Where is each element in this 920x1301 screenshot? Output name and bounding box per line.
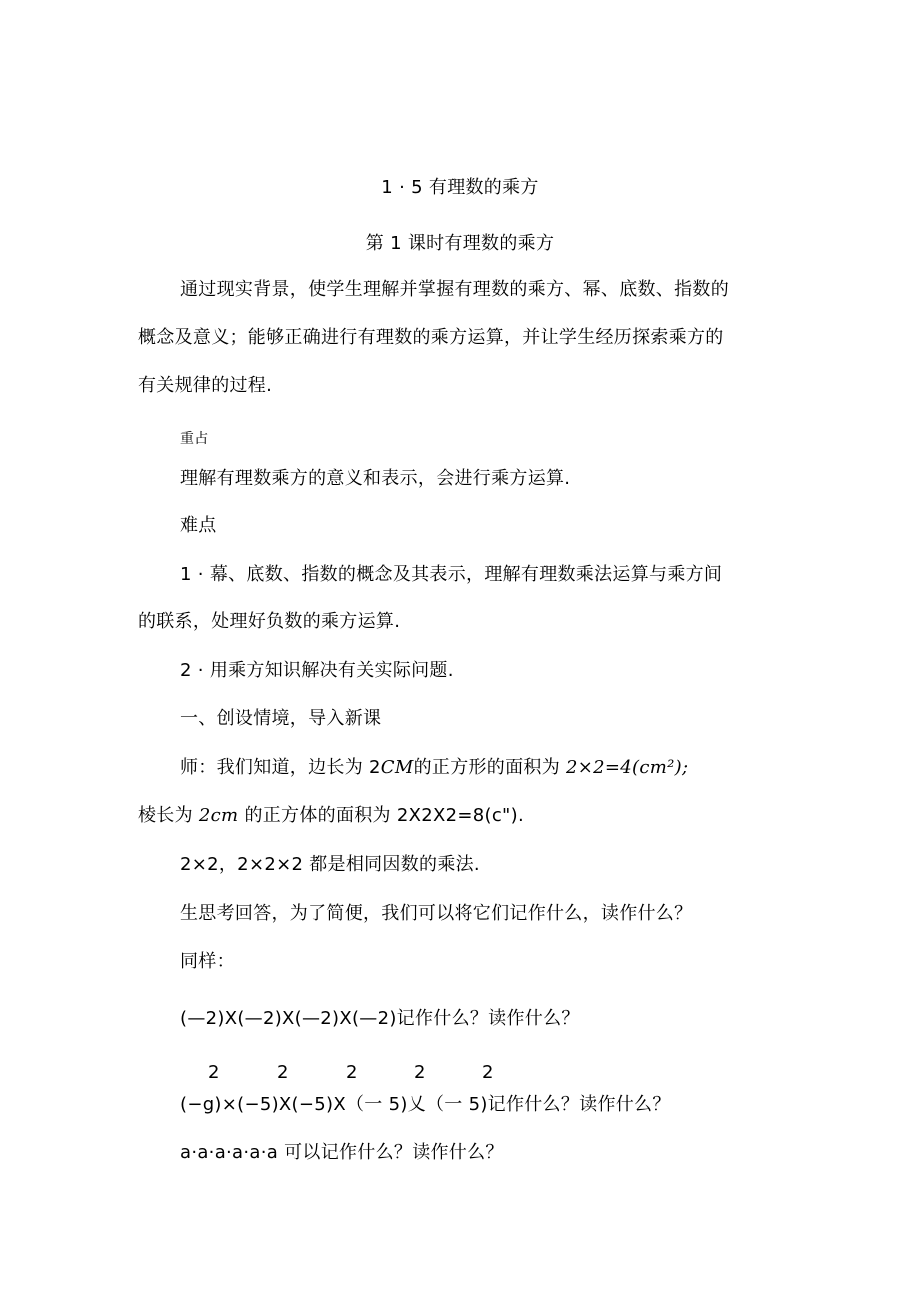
objective-line-1: 通过现实背景，使学生理解并掌握有理数的乘方、幂、底数、指数的 bbox=[180, 279, 729, 300]
difficulty-1-line-1: 1 · 幕、底数、指数的概念及其表示，理解有理数乘法运算与乘方间 bbox=[180, 564, 723, 585]
expression-fraction: (−g)×(−5)X(−5)X（一 5)乂（一 5)记作什么？读作什么？ bbox=[180, 1094, 671, 1115]
cube-prefix: 棱长为 bbox=[138, 805, 199, 826]
cube-suffix: 的正方体的面积为 2X2X2=8(c"). bbox=[238, 805, 524, 826]
section-heading: 一、创设情境，导入新课 bbox=[180, 708, 382, 729]
difficulty-2: 2 · 用乘方知识解决有关实际问题. bbox=[180, 660, 454, 681]
exponent-3: 2 bbox=[346, 1062, 358, 1083]
key-point-label: 重占 bbox=[180, 431, 209, 447]
objective-line-3: 有关规律的过程. bbox=[138, 375, 273, 396]
expression-neg-two: (—2)X(—2)X(—2)X(—2)记作什么？读作什么？ bbox=[180, 1008, 580, 1029]
objective-line-2: 概念及意义；能够正确进行有理数的乘方运算，并让学生经历探索乘方的 bbox=[138, 327, 724, 348]
difficulty-1-line-2: 的联系，处理好负数的乘方运算. bbox=[138, 611, 401, 632]
teacher-unit: CM bbox=[380, 757, 414, 778]
teacher-prefix: 师：我们知道，边长为 2 bbox=[180, 757, 381, 778]
subtitle: 第 1 课时有理数的乘方 bbox=[365, 233, 555, 254]
cube-statement bbox=[138, 804, 524, 828]
exponent-5: 2 bbox=[482, 1062, 494, 1083]
exponent-4: 2 bbox=[414, 1062, 426, 1083]
cube-unit: 2cm bbox=[198, 805, 239, 826]
same-factors-text: 2×2，2×2×2 都是相同因数的乘法. bbox=[180, 854, 480, 875]
student-question: 生思考回答，为了简便，我们可以将它们记作什么，读作什么？ bbox=[180, 903, 693, 924]
likewise-text: 同样： bbox=[180, 951, 235, 972]
teacher-statement bbox=[180, 756, 688, 780]
difficulty-label: 难点 bbox=[180, 515, 217, 536]
exponent-1: 2 bbox=[208, 1062, 220, 1083]
title: 1 · 5 有理数的乘方 bbox=[381, 177, 539, 198]
exponent-2: 2 bbox=[277, 1062, 289, 1083]
teacher-mid: 的正方形的面积为 bbox=[413, 757, 567, 778]
square-area-formula: 2×2=4(cm²); bbox=[566, 757, 689, 778]
expression-a-product: a·a·a·a·a·a 可以记作什么？读作什么？ bbox=[180, 1142, 504, 1163]
key-point-text: 理解有理数乘方的意义和表示，会进行乘方运算. bbox=[180, 468, 571, 489]
